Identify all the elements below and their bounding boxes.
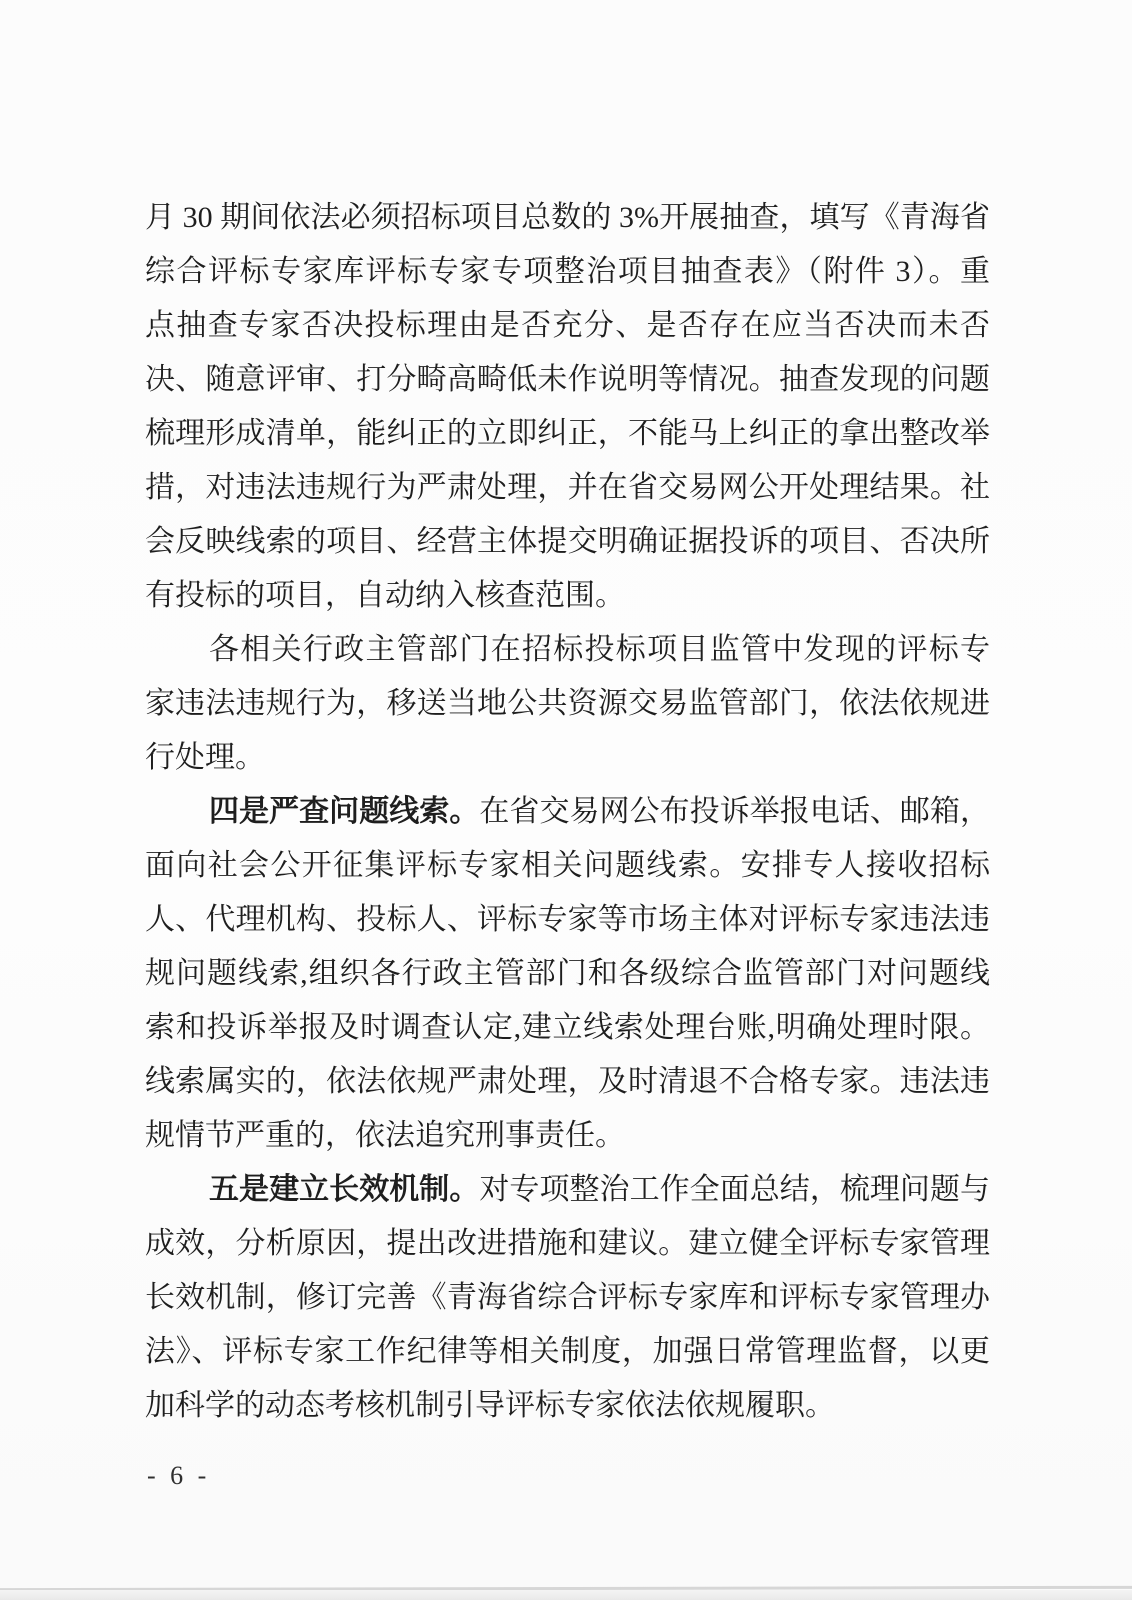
text-line: 各相关行政主管部门在招标投标项目监管中发现的评标专 [209,633,990,666]
text-line: 综合评标专家库评标专家专项整治项目抽查表》（附件 3）。重 [145,255,990,288]
text-line: 索和投诉举报及时调查认定,建立线索处理台账,明确处理时限。 [145,1011,990,1044]
text-line: 成效，分析原因，提出改进措施和建议。建立健全评标专家管理 [145,1227,990,1260]
page-number: - 6 - [147,1461,211,1490]
line-text: 对专项整治工作全面总结，梳理问题与 [479,1173,991,1206]
text-line: 会反映线索的项目、经营主体提交明确证据投诉的项目、否决所 [145,525,990,558]
text-line: 规问题线索,组织各行政主管部门和各级综合监管部门对问题线 [145,957,990,990]
text-line: 法》、评标专家工作纪律等相关制度，加强日常管理监督，以更 [145,1335,990,1368]
text-line: 面向社会公开征集评标专家相关问题线索。安排专人接收招标 [145,849,990,882]
text-line: 月 30 期间依法必须招标项目总数的 3%开展抽查，填写《青海省 [145,201,990,234]
text-line: 家违法违规行为，移送当地公共资源交易监管部门，依法依规进 [145,687,990,720]
text-line: 措，对违法违规行为严肃处理，并在省交易网公开处理结果。社 [145,471,990,504]
section-lead-bold: 五是建立长效机制。 [209,1173,480,1206]
text-line: 规情节严重的，依法追究刑事责任。 [145,1119,625,1152]
scan-bottom-edge-strip [0,1590,1132,1600]
text-line [145,785,990,839]
text-line: 行处理。 [145,741,265,774]
line-text: 在省交易网公布投诉举报电话、邮箱， [479,795,991,828]
text-line: 加科学的动态考核机制引导评标专家依法依规履职。 [145,1389,835,1422]
text-line [145,1163,990,1217]
text-line: 长效机制，修订完善《青海省综合评标专家库和评标专家管理办 [145,1281,990,1314]
text-line: 人、代理机构、投标人、评标专家等市场主体对评标专家违法违 [145,903,990,936]
text-line: 线索属实的，依法依规严肃处理，及时清退不合格专家。违法违 [145,1065,990,1098]
text-line: 点抽查专家否决投标理由是否充分、是否存在应当否决而未否 [145,309,990,342]
text-line: 梳理形成清单，能纠正的立即纠正，不能马上纠正的拿出整改举 [145,417,990,450]
text-line: 有投标的项目，自动纳入核查范围。 [145,579,625,612]
document-body [145,191,990,1433]
section-lead-bold: 四是严查问题线索。 [209,795,480,828]
text-line: 决、随意评审、打分畸高畸低未作说明等情况。抽查发现的问题 [145,363,990,396]
